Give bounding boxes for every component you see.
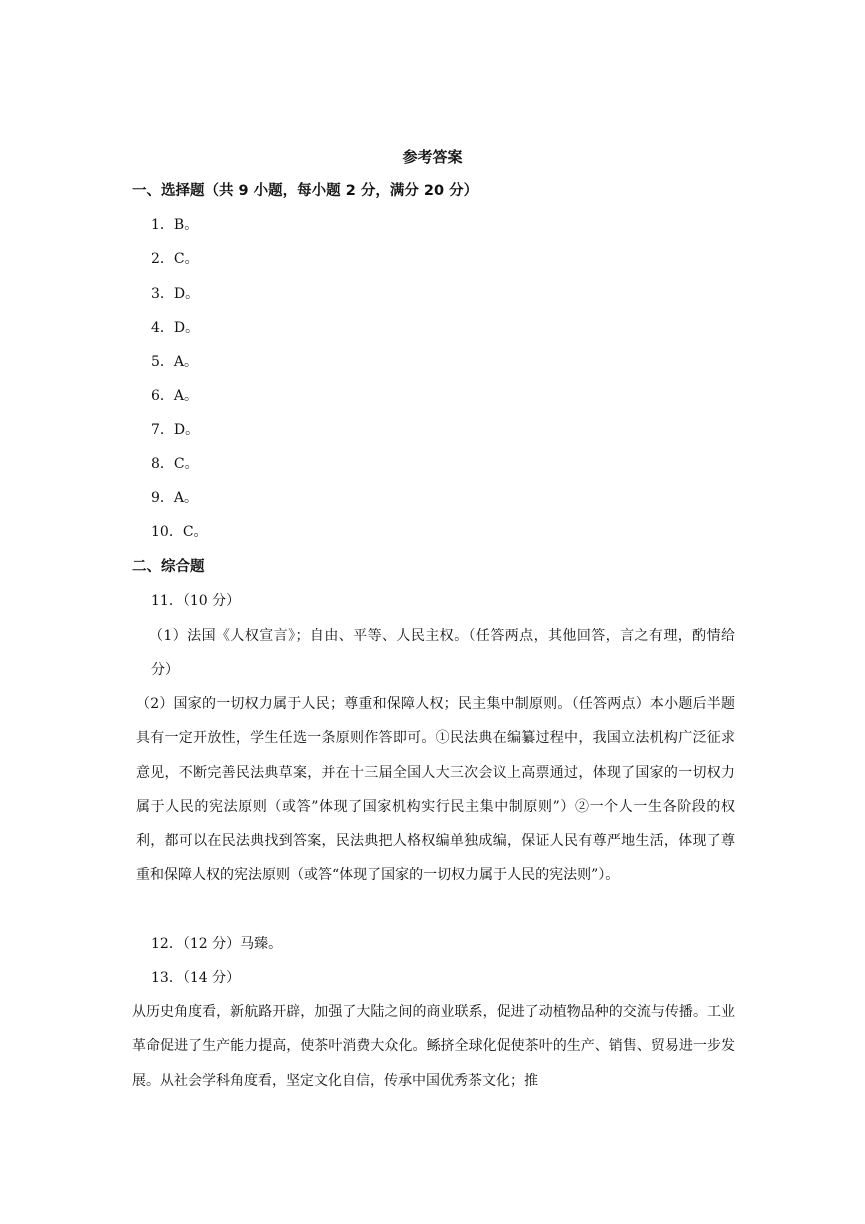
page-title: 参考答案 (402, 148, 463, 166)
question-13-answer: 从历史角度看，新航路开辟，加强了大陆之间的商业联系，促进了动植物品种的交流与传播。工业革命促进了生产能力提高，使茶叶消费大众化。鲧挤全球化促使茶叶的生产、销售、贸易进一步发展。从社会学科角度看，坚定文化自信，传承中国优秀茶文化；推 (132, 1004, 735, 1089)
question-13-label: 13．（14 分） (151, 970, 241, 986)
answer-item-6: 6．A。 (151, 388, 199, 404)
answer-item-8: 8．C。 (151, 456, 199, 472)
answer-item-3: 3．D。 (151, 286, 200, 302)
answer-item-1: 1．B。 (151, 217, 199, 233)
question-11-part-2: （2）国家的一切权力属于人民；尊重和保障人权；民主集中制原则。（任答两点）本小题后半题具有一定开放性，学生任选一条原则作答即可。①民法典在编纂过程中，我国立法机构广泛征求意见，不断完善民法典草案，并在十三届全国人大三次会议上高票通过，体现了国家的一切权力属于人民的宪法原则（或答”体现了国家机构实行民主集中制原则”）②一个人一生各阶段的权利，都可以在民法典找到答案，民法典把人格权编单独成编，保证人民有尊严地生活，体现了尊重和保障人权的宪法原则（或答“体现了国家的一切权力属于人民的宪法则”）。 (136, 696, 735, 884)
answer-item-2: 2．C。 (151, 251, 199, 267)
section-heading-choice: 一、选择题（共 9 小题，每小题 2 分，满分 20 分） (132, 183, 479, 199)
answer-item-4: 4．D。 (151, 320, 200, 336)
question-11-label: 11．（10 分） (151, 593, 241, 609)
question-11-part-1: （1）法国《人权宣言》；自由、平等、人民主权。（任答两点，其他回答，言之有理，酌情给分） (149, 628, 735, 679)
answer-item-7: 7．D。 (151, 422, 200, 438)
answer-item-10: 10．C。 (151, 524, 208, 540)
section-heading-comprehensive: 二、综合题 (132, 559, 205, 575)
answer-item-5: 5．A。 (151, 354, 199, 370)
question-12-answer: 12．（12 分）马臻。 (151, 936, 283, 952)
answer-item-9: 9．A。 (151, 490, 199, 506)
